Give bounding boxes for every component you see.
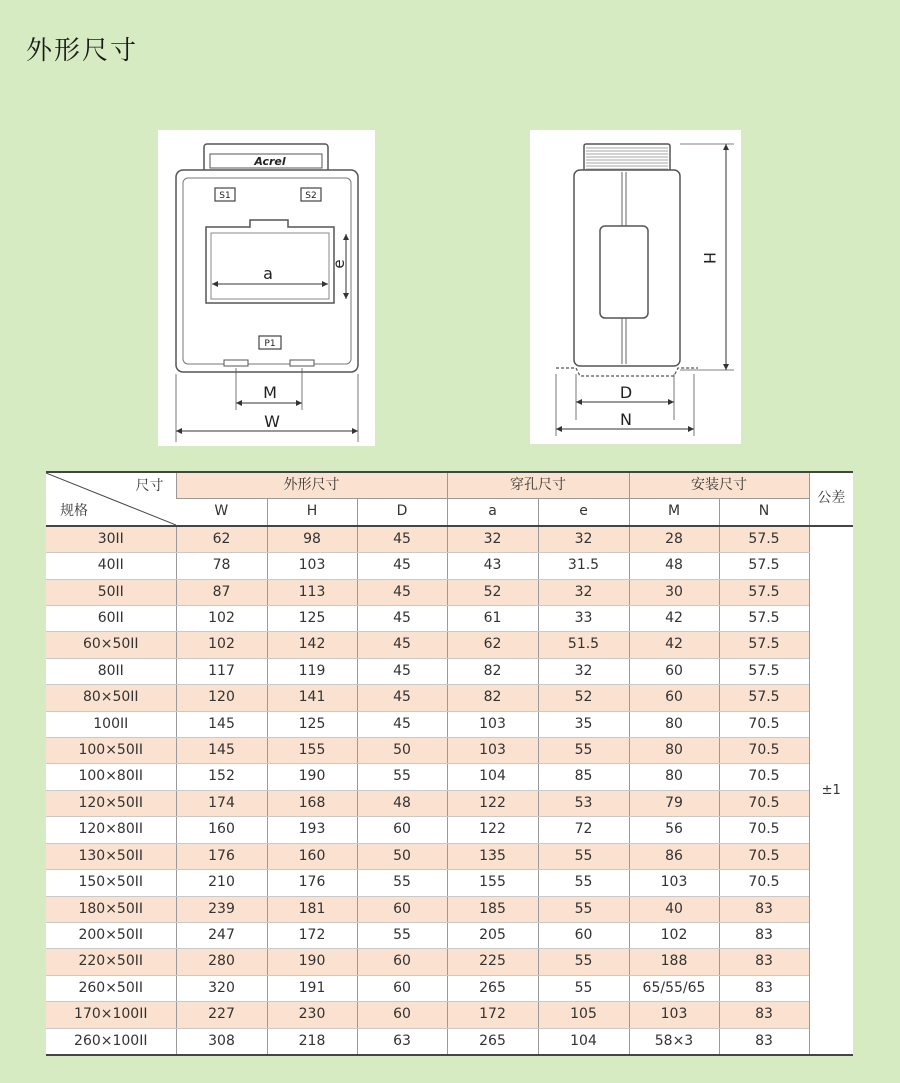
value-cell: 193 bbox=[267, 817, 357, 843]
value-cell: 55 bbox=[357, 870, 447, 896]
value-cell: 227 bbox=[176, 1002, 267, 1028]
value-cell: 58×3 bbox=[629, 1028, 719, 1055]
value-cell: 45 bbox=[357, 606, 447, 632]
value-cell: 28 bbox=[629, 526, 719, 553]
model-cell: 80×50II bbox=[46, 685, 176, 711]
value-cell: 50 bbox=[357, 843, 447, 869]
table-row bbox=[46, 817, 853, 843]
value-cell: 83 bbox=[719, 975, 809, 1001]
value-cell: 60 bbox=[629, 658, 719, 684]
value-cell: 50 bbox=[357, 738, 447, 764]
table-row bbox=[46, 975, 853, 1001]
value-cell: 105 bbox=[538, 1002, 629, 1028]
table-row bbox=[46, 896, 853, 922]
value-cell: 160 bbox=[176, 817, 267, 843]
value-cell: 225 bbox=[447, 949, 538, 975]
value-cell: 185 bbox=[447, 896, 538, 922]
value-cell: 83 bbox=[719, 1002, 809, 1028]
model-cell: 60II bbox=[46, 606, 176, 632]
table-row bbox=[46, 1002, 853, 1028]
value-cell: 82 bbox=[447, 685, 538, 711]
model-cell: 220×50II bbox=[46, 949, 176, 975]
value-cell: 155 bbox=[267, 738, 357, 764]
value-cell: 45 bbox=[357, 658, 447, 684]
corner-model-label: 规格 bbox=[60, 502, 88, 519]
value-cell: 30 bbox=[629, 579, 719, 605]
value-cell: 168 bbox=[267, 790, 357, 816]
model-cell: 100×50II bbox=[46, 738, 176, 764]
value-cell: 210 bbox=[176, 870, 267, 896]
value-cell: 57.5 bbox=[719, 553, 809, 579]
value-cell: 102 bbox=[176, 606, 267, 632]
tolerance-cell: ±1 bbox=[809, 526, 853, 1055]
value-cell: 230 bbox=[267, 1002, 357, 1028]
value-cell: 102 bbox=[629, 922, 719, 948]
value-cell: 83 bbox=[719, 922, 809, 948]
table-row bbox=[46, 606, 853, 632]
value-cell: 160 bbox=[267, 843, 357, 869]
value-cell: 190 bbox=[267, 949, 357, 975]
value-cell: 135 bbox=[447, 843, 538, 869]
value-cell: 122 bbox=[447, 817, 538, 843]
value-cell: 239 bbox=[176, 896, 267, 922]
value-cell: 57.5 bbox=[719, 685, 809, 711]
model-cell: 60×50II bbox=[46, 632, 176, 658]
side-view-figure bbox=[530, 130, 741, 444]
value-cell: 60 bbox=[538, 922, 629, 948]
model-cell: 130×50II bbox=[46, 843, 176, 869]
table-row bbox=[46, 949, 853, 975]
value-cell: 32 bbox=[538, 579, 629, 605]
value-cell: 45 bbox=[357, 526, 447, 553]
dim-n: N bbox=[620, 410, 632, 429]
value-cell: 82 bbox=[447, 658, 538, 684]
value-cell: 60 bbox=[357, 896, 447, 922]
table-row bbox=[46, 764, 853, 790]
value-cell: 32 bbox=[538, 658, 629, 684]
page-title: 外形尺寸 bbox=[26, 36, 139, 66]
table-row bbox=[46, 579, 853, 605]
table-row bbox=[46, 711, 853, 737]
table-row bbox=[46, 685, 853, 711]
group-header-outline: 外形尺寸 bbox=[176, 472, 447, 499]
terminal-s2: S2 bbox=[305, 191, 317, 201]
value-cell: 145 bbox=[176, 738, 267, 764]
value-cell: 83 bbox=[719, 896, 809, 922]
dim-w: W bbox=[264, 412, 280, 431]
value-cell: 102 bbox=[176, 632, 267, 658]
value-cell: 174 bbox=[176, 790, 267, 816]
model-cell: 100×80II bbox=[46, 764, 176, 790]
value-cell: 308 bbox=[176, 1028, 267, 1055]
value-cell: 191 bbox=[267, 975, 357, 1001]
value-cell: 60 bbox=[629, 685, 719, 711]
model-cell: 120×50II bbox=[46, 790, 176, 816]
value-cell: 190 bbox=[267, 764, 357, 790]
value-cell: 61 bbox=[447, 606, 538, 632]
column-header-d: D bbox=[357, 499, 447, 526]
table-row bbox=[46, 553, 853, 579]
value-cell: 55 bbox=[538, 949, 629, 975]
value-cell: 103 bbox=[629, 1002, 719, 1028]
value-cell: 62 bbox=[447, 632, 538, 658]
value-cell: 86 bbox=[629, 843, 719, 869]
dim-e: e bbox=[330, 259, 348, 269]
value-cell: 176 bbox=[267, 870, 357, 896]
value-cell: 70.5 bbox=[719, 790, 809, 816]
value-cell: 70.5 bbox=[719, 870, 809, 896]
value-cell: 65/55/65 bbox=[629, 975, 719, 1001]
model-cell: 100II bbox=[46, 711, 176, 737]
value-cell: 55 bbox=[538, 738, 629, 764]
table-row bbox=[46, 658, 853, 684]
table-row bbox=[46, 843, 853, 869]
value-cell: 32 bbox=[538, 526, 629, 553]
value-cell: 32 bbox=[447, 526, 538, 553]
value-cell: 152 bbox=[176, 764, 267, 790]
group-header-mounting: 安装尺寸 bbox=[629, 472, 809, 499]
column-header-e: e bbox=[538, 499, 629, 526]
spec-table bbox=[46, 471, 853, 1056]
value-cell: 45 bbox=[357, 711, 447, 737]
value-cell: 57.5 bbox=[719, 632, 809, 658]
table-row bbox=[46, 922, 853, 948]
value-cell: 98 bbox=[267, 526, 357, 553]
value-cell: 172 bbox=[447, 1002, 538, 1028]
value-cell: 55 bbox=[538, 896, 629, 922]
value-cell: 55 bbox=[538, 975, 629, 1001]
value-cell: 205 bbox=[447, 922, 538, 948]
model-cell: 260×50II bbox=[46, 975, 176, 1001]
value-cell: 51.5 bbox=[538, 632, 629, 658]
value-cell: 70.5 bbox=[719, 738, 809, 764]
value-cell: 45 bbox=[357, 579, 447, 605]
value-cell: 52 bbox=[447, 579, 538, 605]
brand-logo: Acrel bbox=[254, 155, 286, 168]
group-header-aperture: 穿孔尺寸 bbox=[447, 472, 629, 499]
model-cell: 260×100II bbox=[46, 1028, 176, 1055]
model-cell: 180×50II bbox=[46, 896, 176, 922]
table-row bbox=[46, 870, 853, 896]
value-cell: 188 bbox=[629, 949, 719, 975]
model-cell: 80II bbox=[46, 658, 176, 684]
value-cell: 155 bbox=[447, 870, 538, 896]
value-cell: 42 bbox=[629, 632, 719, 658]
value-cell: 113 bbox=[267, 579, 357, 605]
value-cell: 103 bbox=[447, 711, 538, 737]
model-cell: 170×100II bbox=[46, 1002, 176, 1028]
value-cell: 42 bbox=[629, 606, 719, 632]
value-cell: 117 bbox=[176, 658, 267, 684]
value-cell: 83 bbox=[719, 1028, 809, 1055]
value-cell: 83 bbox=[719, 949, 809, 975]
value-cell: 79 bbox=[629, 790, 719, 816]
value-cell: 176 bbox=[176, 843, 267, 869]
table-row bbox=[46, 526, 853, 553]
table-corner-header bbox=[46, 472, 176, 526]
value-cell: 125 bbox=[267, 711, 357, 737]
value-cell: 181 bbox=[267, 896, 357, 922]
value-cell: 119 bbox=[267, 658, 357, 684]
table-row bbox=[46, 790, 853, 816]
value-cell: 172 bbox=[267, 922, 357, 948]
value-cell: 52 bbox=[538, 685, 629, 711]
column-header-n: N bbox=[719, 499, 809, 526]
value-cell: 48 bbox=[629, 553, 719, 579]
model-cell: 200×50II bbox=[46, 922, 176, 948]
value-cell: 280 bbox=[176, 949, 267, 975]
model-cell: 150×50II bbox=[46, 870, 176, 896]
value-cell: 56 bbox=[629, 817, 719, 843]
value-cell: 60 bbox=[357, 1002, 447, 1028]
value-cell: 70.5 bbox=[719, 711, 809, 737]
value-cell: 45 bbox=[357, 685, 447, 711]
column-header-h: H bbox=[267, 499, 357, 526]
value-cell: 247 bbox=[176, 922, 267, 948]
table-row bbox=[46, 1028, 853, 1055]
value-cell: 122 bbox=[447, 790, 538, 816]
value-cell: 103 bbox=[629, 870, 719, 896]
front-view-figure bbox=[158, 130, 375, 446]
value-cell: 60 bbox=[357, 949, 447, 975]
value-cell: 62 bbox=[176, 526, 267, 553]
value-cell: 104 bbox=[447, 764, 538, 790]
value-cell: 60 bbox=[357, 975, 447, 1001]
value-cell: 80 bbox=[629, 711, 719, 737]
value-cell: 43 bbox=[447, 553, 538, 579]
value-cell: 33 bbox=[538, 606, 629, 632]
value-cell: 142 bbox=[267, 632, 357, 658]
value-cell: 70.5 bbox=[719, 843, 809, 869]
value-cell: 80 bbox=[629, 764, 719, 790]
dim-h: H bbox=[700, 251, 719, 265]
terminal-p1: P1 bbox=[264, 339, 276, 349]
value-cell: 103 bbox=[447, 738, 538, 764]
value-cell: 145 bbox=[176, 711, 267, 737]
value-cell: 70.5 bbox=[719, 817, 809, 843]
value-cell: 31.5 bbox=[538, 553, 629, 579]
value-cell: 57.5 bbox=[719, 658, 809, 684]
value-cell: 120 bbox=[176, 685, 267, 711]
value-cell: 78 bbox=[176, 553, 267, 579]
model-cell: 40II bbox=[46, 553, 176, 579]
value-cell: 87 bbox=[176, 579, 267, 605]
value-cell: 70.5 bbox=[719, 764, 809, 790]
value-cell: 63 bbox=[357, 1028, 447, 1055]
value-cell: 48 bbox=[357, 790, 447, 816]
column-header-m: M bbox=[629, 499, 719, 526]
model-cell: 120×80II bbox=[46, 817, 176, 843]
value-cell: 55 bbox=[357, 764, 447, 790]
value-cell: 55 bbox=[538, 870, 629, 896]
dim-d: D bbox=[619, 383, 633, 402]
value-cell: 57.5 bbox=[719, 579, 809, 605]
value-cell: 60 bbox=[357, 817, 447, 843]
dim-a: a bbox=[263, 264, 273, 283]
value-cell: 45 bbox=[357, 553, 447, 579]
column-header-w: W bbox=[176, 499, 267, 526]
value-cell: 104 bbox=[538, 1028, 629, 1055]
value-cell: 45 bbox=[357, 632, 447, 658]
model-cell: 50II bbox=[46, 579, 176, 605]
value-cell: 55 bbox=[538, 843, 629, 869]
value-cell: 85 bbox=[538, 764, 629, 790]
corner-dimension-label: 尺寸 bbox=[135, 478, 164, 494]
tolerance-header: 公差 bbox=[809, 472, 853, 526]
value-cell: 265 bbox=[447, 1028, 538, 1055]
value-cell: 80 bbox=[629, 738, 719, 764]
value-cell: 320 bbox=[176, 975, 267, 1001]
value-cell: 53 bbox=[538, 790, 629, 816]
table-row bbox=[46, 632, 853, 658]
value-cell: 57.5 bbox=[719, 606, 809, 632]
value-cell: 218 bbox=[267, 1028, 357, 1055]
value-cell: 265 bbox=[447, 975, 538, 1001]
value-cell: 35 bbox=[538, 711, 629, 737]
value-cell: 103 bbox=[267, 553, 357, 579]
value-cell: 72 bbox=[538, 817, 629, 843]
value-cell: 55 bbox=[357, 922, 447, 948]
value-cell: 141 bbox=[267, 685, 357, 711]
value-cell: 40 bbox=[629, 896, 719, 922]
model-cell: 30II bbox=[46, 526, 176, 553]
terminal-s1: S1 bbox=[219, 191, 231, 201]
value-cell: 125 bbox=[267, 606, 357, 632]
column-header-a: a bbox=[447, 499, 538, 526]
table-row bbox=[46, 738, 853, 764]
value-cell: 57.5 bbox=[719, 526, 809, 553]
dim-m: M bbox=[263, 383, 277, 402]
